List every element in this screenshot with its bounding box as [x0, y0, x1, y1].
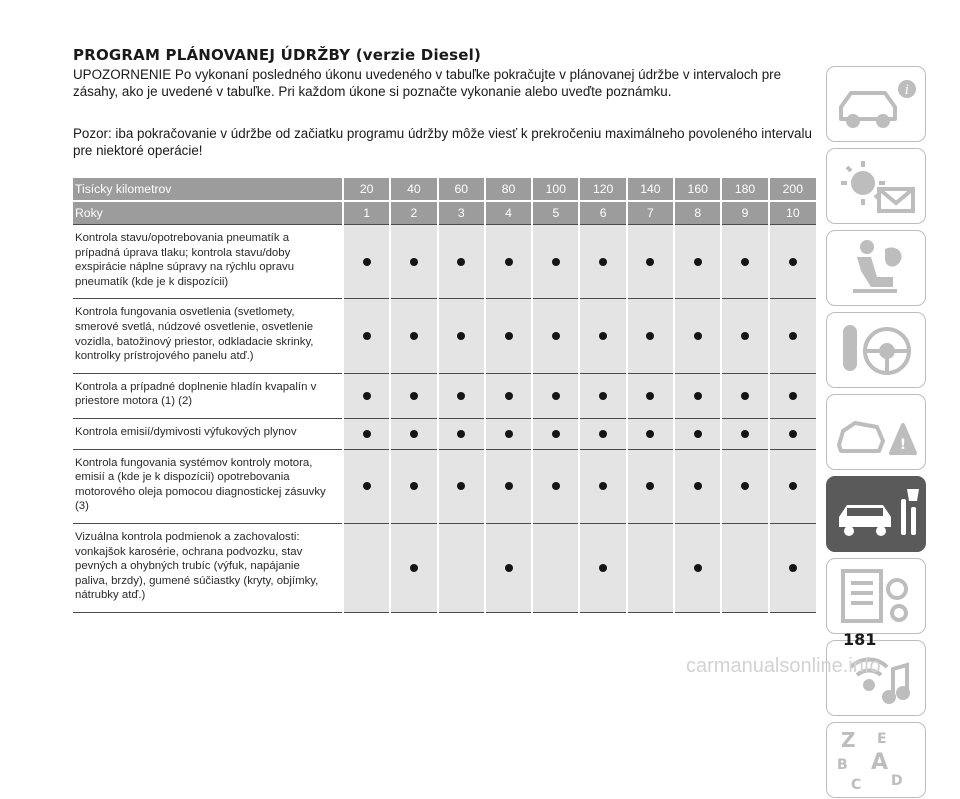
- interval-cell: [438, 418, 485, 449]
- scheduled-dot: [694, 482, 702, 490]
- technical-data-icon: [827, 559, 927, 635]
- scheduled-dot: [599, 430, 607, 438]
- interval-cell: [390, 418, 437, 449]
- tab-car-info[interactable]: [826, 66, 926, 142]
- scheduled-dot: [410, 332, 418, 340]
- scheduled-dot: [789, 332, 797, 340]
- scheduled-dot: [741, 482, 749, 490]
- maintenance-item-label: Kontrola emisií/dymivosti výfukových plynov: [73, 418, 343, 449]
- interval-cell: [532, 373, 579, 418]
- interval-cell: [721, 449, 768, 523]
- interval-cell: [721, 418, 768, 449]
- interval-cell: [438, 299, 485, 373]
- years-header-cell: 9: [721, 201, 768, 225]
- scheduled-dot: [505, 258, 513, 266]
- page-title: PROGRAM PLÁNOVANEJ ÚDRŽBY (verzie Diesel): [73, 46, 482, 64]
- interval-cell: [485, 523, 532, 612]
- tab-multimedia[interactable]: [826, 640, 926, 716]
- km-header-cell: 100: [532, 178, 579, 201]
- interval-cell: [674, 449, 721, 523]
- interval-cell: [627, 449, 674, 523]
- index-letter-c: C: [851, 777, 862, 793]
- scheduled-dot: [646, 258, 654, 266]
- interval-cell: [721, 373, 768, 418]
- scheduled-dot: [363, 430, 371, 438]
- tab-seat-airbag[interactable]: [826, 230, 926, 306]
- years-header-cell: 10: [769, 201, 816, 225]
- seat-airbag-icon: [827, 231, 927, 307]
- km-header-cell: 200: [769, 178, 816, 201]
- interval-cell: [579, 373, 626, 418]
- tab-warning-lights[interactable]: [826, 148, 926, 224]
- interval-cell: [485, 299, 532, 373]
- index-letter-a: A: [871, 750, 889, 775]
- car-maintenance-icon: [827, 477, 927, 553]
- interval-cell: [343, 449, 390, 523]
- years-header-cell: 3: [438, 201, 485, 225]
- scheduled-dot: [457, 332, 465, 340]
- scheduled-dot: [457, 482, 465, 490]
- interval-cell: [485, 449, 532, 523]
- interval-cell: [769, 449, 816, 523]
- interval-cell: [674, 418, 721, 449]
- interval-cell: [343, 523, 390, 612]
- interval-cell: [627, 225, 674, 299]
- interval-cell: [485, 225, 532, 299]
- scheduled-dot: [599, 392, 607, 400]
- interval-cell: [769, 523, 816, 612]
- interval-cell: [438, 523, 485, 612]
- scheduled-dot: [457, 258, 465, 266]
- interval-cell: [532, 418, 579, 449]
- interval-cell: [390, 373, 437, 418]
- car-info-icon: [827, 67, 927, 143]
- scheduled-dot: [363, 258, 371, 266]
- scheduled-dot: [552, 392, 560, 400]
- interval-cell: [674, 373, 721, 418]
- tab-maintenance[interactable]: [826, 476, 926, 552]
- scheduled-dot: [505, 430, 513, 438]
- maintenance-item-label: Kontrola fungovania systémov kontroly motora, emisií a (kde je k dispozícii) opotrebovania motorového oleja pomocou diagnostickej zásuvky (3): [73, 449, 343, 523]
- scheduled-dot: [457, 392, 465, 400]
- maintenance-item-label: Vizuálna kontrola podmienok a zachovalosti: vonkajšok karosérie, ochrana podvozku, stav pevných a ohybných trubíc (výfuk, napájanie paliva, brzdy), gumené súčiastky (kryty, objímky, nátrubky atď.): [73, 523, 343, 612]
- emergency-icon: [827, 395, 927, 471]
- interval-cell: [485, 373, 532, 418]
- km-header-cell: 60: [438, 178, 485, 201]
- tab-emergency[interactable]: [826, 394, 926, 470]
- index-icon: [827, 723, 927, 799]
- interval-cell: [769, 418, 816, 449]
- table-row: [73, 373, 816, 418]
- years-header-cell: 8: [674, 201, 721, 225]
- years-header-label: Roky: [73, 201, 343, 225]
- scheduled-dot: [599, 564, 607, 572]
- interval-cell: [627, 523, 674, 612]
- interval-cell: [390, 225, 437, 299]
- tab-index[interactable]: [826, 722, 926, 798]
- interval-cell: [579, 523, 626, 612]
- multimedia-icon: [827, 641, 927, 717]
- scheduled-dot: [410, 258, 418, 266]
- warning-paragraph: UPOZORNENIE Po vykonaní posledného úkonu uvedeného v tabuľke pokračujte v plánovanej údržbe v intervaloch pre zásahy, ako je uvedené v tabuľke. Pri každom úkone si poznačte vykonanie alebo uveďte poznámku.: [73, 67, 782, 99]
- caution-paragraph: Pozor: iba pokračovanie v údržbe od začiatku programu údržby môže viesť k prekročeniu maximálneho povoleného intervalu pre niektoré operácie!: [73, 126, 812, 158]
- scheduled-dot: [694, 332, 702, 340]
- interval-cell: [343, 418, 390, 449]
- interval-cell: [769, 299, 816, 373]
- scheduled-dot: [694, 430, 702, 438]
- years-header-cell: 2: [390, 201, 437, 225]
- years-header-cell: 5: [532, 201, 579, 225]
- scheduled-dot: [505, 564, 513, 572]
- scheduled-dot: [599, 332, 607, 340]
- interval-cell: [674, 225, 721, 299]
- key-steering-icon: [827, 313, 927, 389]
- interval-cell: [343, 225, 390, 299]
- table-row: [73, 523, 816, 612]
- interval-cell: [390, 299, 437, 373]
- interval-cell: [579, 418, 626, 449]
- interval-cell: [343, 373, 390, 418]
- interval-cell: [485, 418, 532, 449]
- maintenance-item-label: Kontrola fungovania osvetlenia (svetlomety, smerové svetlá, núdzové osvetlenie, osvetlenie vozidla, batožinový priestor, odkladacie skrinky, kontrolky prístrojového panelu atď.): [73, 299, 343, 373]
- interval-cell: [532, 299, 579, 373]
- scheduled-dot: [505, 482, 513, 490]
- interval-cell: [674, 523, 721, 612]
- scheduled-dot: [646, 332, 654, 340]
- scheduled-dot: [741, 258, 749, 266]
- km-header-cell: 160: [674, 178, 721, 201]
- km-header-cell: 140: [627, 178, 674, 201]
- scheduled-dot: [599, 482, 607, 490]
- tab-technical-data[interactable]: [826, 558, 926, 634]
- scheduled-dot: [552, 258, 560, 266]
- scheduled-dot: [741, 430, 749, 438]
- scheduled-dot: [646, 430, 654, 438]
- km-header-row: [73, 178, 816, 201]
- scheduled-dot: [694, 564, 702, 572]
- km-header-cell: 40: [390, 178, 437, 201]
- page-number: 181: [843, 630, 877, 649]
- km-header-cell: 80: [485, 178, 532, 201]
- scheduled-dot: [599, 258, 607, 266]
- interval-cell: [438, 449, 485, 523]
- scheduled-dot: [741, 392, 749, 400]
- interval-cell: [532, 225, 579, 299]
- index-letter-b: B: [837, 757, 848, 773]
- interval-cell: [532, 523, 579, 612]
- scheduled-dot: [410, 430, 418, 438]
- svg-text:!: !: [899, 437, 907, 453]
- interval-cell: [579, 225, 626, 299]
- scheduled-dot: [363, 392, 371, 400]
- interval-cell: [579, 449, 626, 523]
- interval-cell: [769, 373, 816, 418]
- scheduled-dot: [646, 482, 654, 490]
- interval-cell: [674, 299, 721, 373]
- interval-cell: [579, 299, 626, 373]
- years-header-cell: 6: [579, 201, 626, 225]
- index-letter-e: E: [877, 731, 887, 747]
- interval-cell: [627, 373, 674, 418]
- interval-cell: [390, 523, 437, 612]
- interval-cell: [438, 373, 485, 418]
- scheduled-dot: [552, 482, 560, 490]
- scheduled-dot: [646, 392, 654, 400]
- scheduled-dot: [552, 430, 560, 438]
- km-header-cell: 120: [579, 178, 626, 201]
- interval-cell: [721, 299, 768, 373]
- interval-cell: [721, 523, 768, 612]
- interval-cell: [343, 299, 390, 373]
- scheduled-dot: [552, 332, 560, 340]
- scheduled-dot: [694, 258, 702, 266]
- scheduled-dot: [505, 332, 513, 340]
- scheduled-dot: [410, 482, 418, 490]
- interval-cell: [532, 449, 579, 523]
- svg-text:i: i: [904, 83, 910, 98]
- km-header-cell: 20: [343, 178, 390, 201]
- scheduled-dot: [457, 430, 465, 438]
- scheduled-dot: [789, 482, 797, 490]
- scheduled-dot: [363, 482, 371, 490]
- km-header-cell: 180: [721, 178, 768, 201]
- interval-cell: [438, 225, 485, 299]
- maintenance-item-label: Kontrola a prípadné doplnenie hladín kvapalín v priestore motora (1) (2): [73, 373, 343, 418]
- table-row: [73, 299, 816, 373]
- scheduled-dot: [363, 332, 371, 340]
- table-row: [73, 418, 816, 449]
- maintenance-item-label: Kontrola stavu/opotrebovania pneumatík a prípadná úprava tlaku; kontrola stavu/doby exspirácie náplne súpravy na rýchlu opravu pneumatík (kde je k dispozícii): [73, 225, 343, 299]
- maintenance-table: [73, 178, 816, 613]
- tab-key-steering[interactable]: [826, 312, 926, 388]
- interval-cell: [390, 449, 437, 523]
- years-header-row: [73, 201, 816, 225]
- scheduled-dot: [789, 430, 797, 438]
- scheduled-dot: [789, 564, 797, 572]
- scheduled-dot: [694, 392, 702, 400]
- scheduled-dot: [505, 392, 513, 400]
- interval-cell: [721, 225, 768, 299]
- table-row: [73, 225, 816, 299]
- scheduled-dot: [789, 258, 797, 266]
- scheduled-dot: [410, 392, 418, 400]
- scheduled-dot: [789, 392, 797, 400]
- scheduled-dot: [410, 564, 418, 572]
- scheduled-dot: [741, 332, 749, 340]
- years-header-cell: 7: [627, 201, 674, 225]
- table-row: [73, 449, 816, 523]
- years-header-cell: 4: [485, 201, 532, 225]
- watermark: carmanualsonline.info: [686, 655, 881, 677]
- interval-cell: [627, 418, 674, 449]
- index-letter-z: Z: [841, 728, 856, 752]
- maintenance-table-body: [73, 225, 816, 613]
- index-letter-d: D: [891, 773, 903, 789]
- interval-cell: [769, 225, 816, 299]
- interval-cell: [627, 299, 674, 373]
- km-header-label: Tisícky kilometrov: [73, 178, 343, 201]
- warning-lights-icon: [827, 149, 927, 225]
- years-header-cell: 1: [343, 201, 390, 225]
